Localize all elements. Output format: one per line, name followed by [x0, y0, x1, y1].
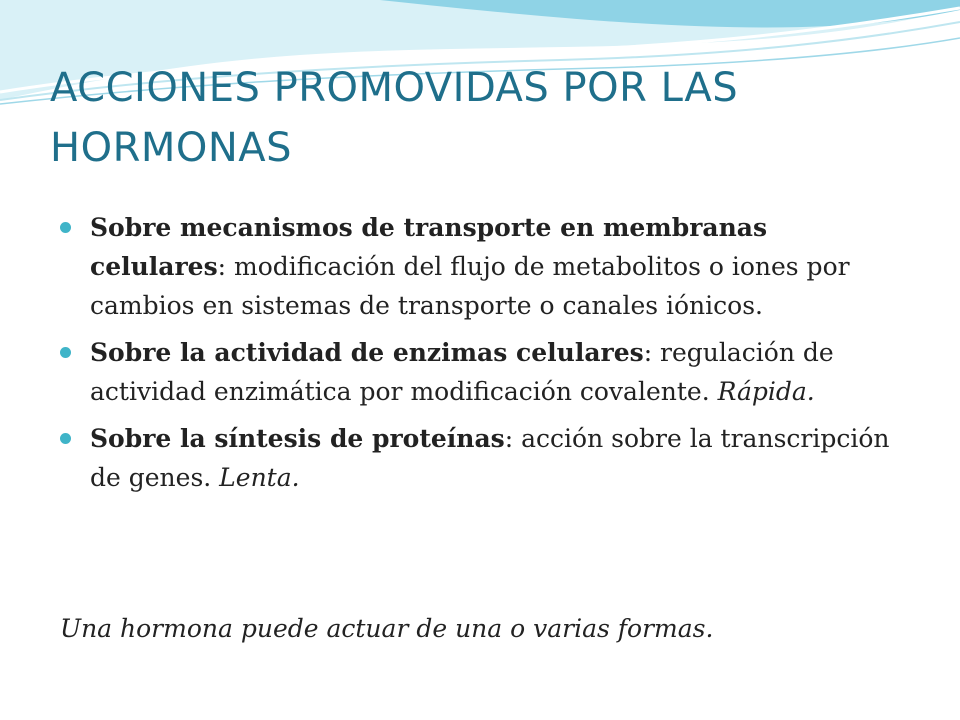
bullet-dot-icon [60, 347, 71, 358]
bullet-item [60, 208, 910, 325]
slide-title: ACCIONES PROMOVIDAS POR LAS HORMONAS [50, 65, 739, 171]
bullet-list [60, 208, 910, 505]
bullet-dot-icon [60, 433, 71, 444]
bullet-heading: Sobre la síntesis de proteínas [90, 424, 505, 453]
bullet-dot-icon [60, 222, 71, 233]
bullet-item [60, 333, 910, 411]
bullet-item [60, 419, 910, 497]
bullet-text: : acción sobre la transcripción de genes. [90, 424, 890, 492]
bullet-heading: Sobre mecanismos de transporte en membranas celulares [90, 213, 768, 281]
bullet-emphasis: Rápida. [717, 377, 815, 406]
bullet-emphasis: Lenta. [219, 463, 300, 492]
bullet-text: : modificación del flujo de metabolitos o iones por cambios en sistemas de transporte o canales iónicos. [90, 252, 850, 320]
bullet-text: : regulación de actividad enzimática por modificación covalente. [90, 338, 834, 406]
bullet-heading: Sobre la actividad de enzimas celulares [90, 338, 644, 367]
closing-note: Una hormona puede actuar de una o varias formas. [60, 614, 714, 643]
